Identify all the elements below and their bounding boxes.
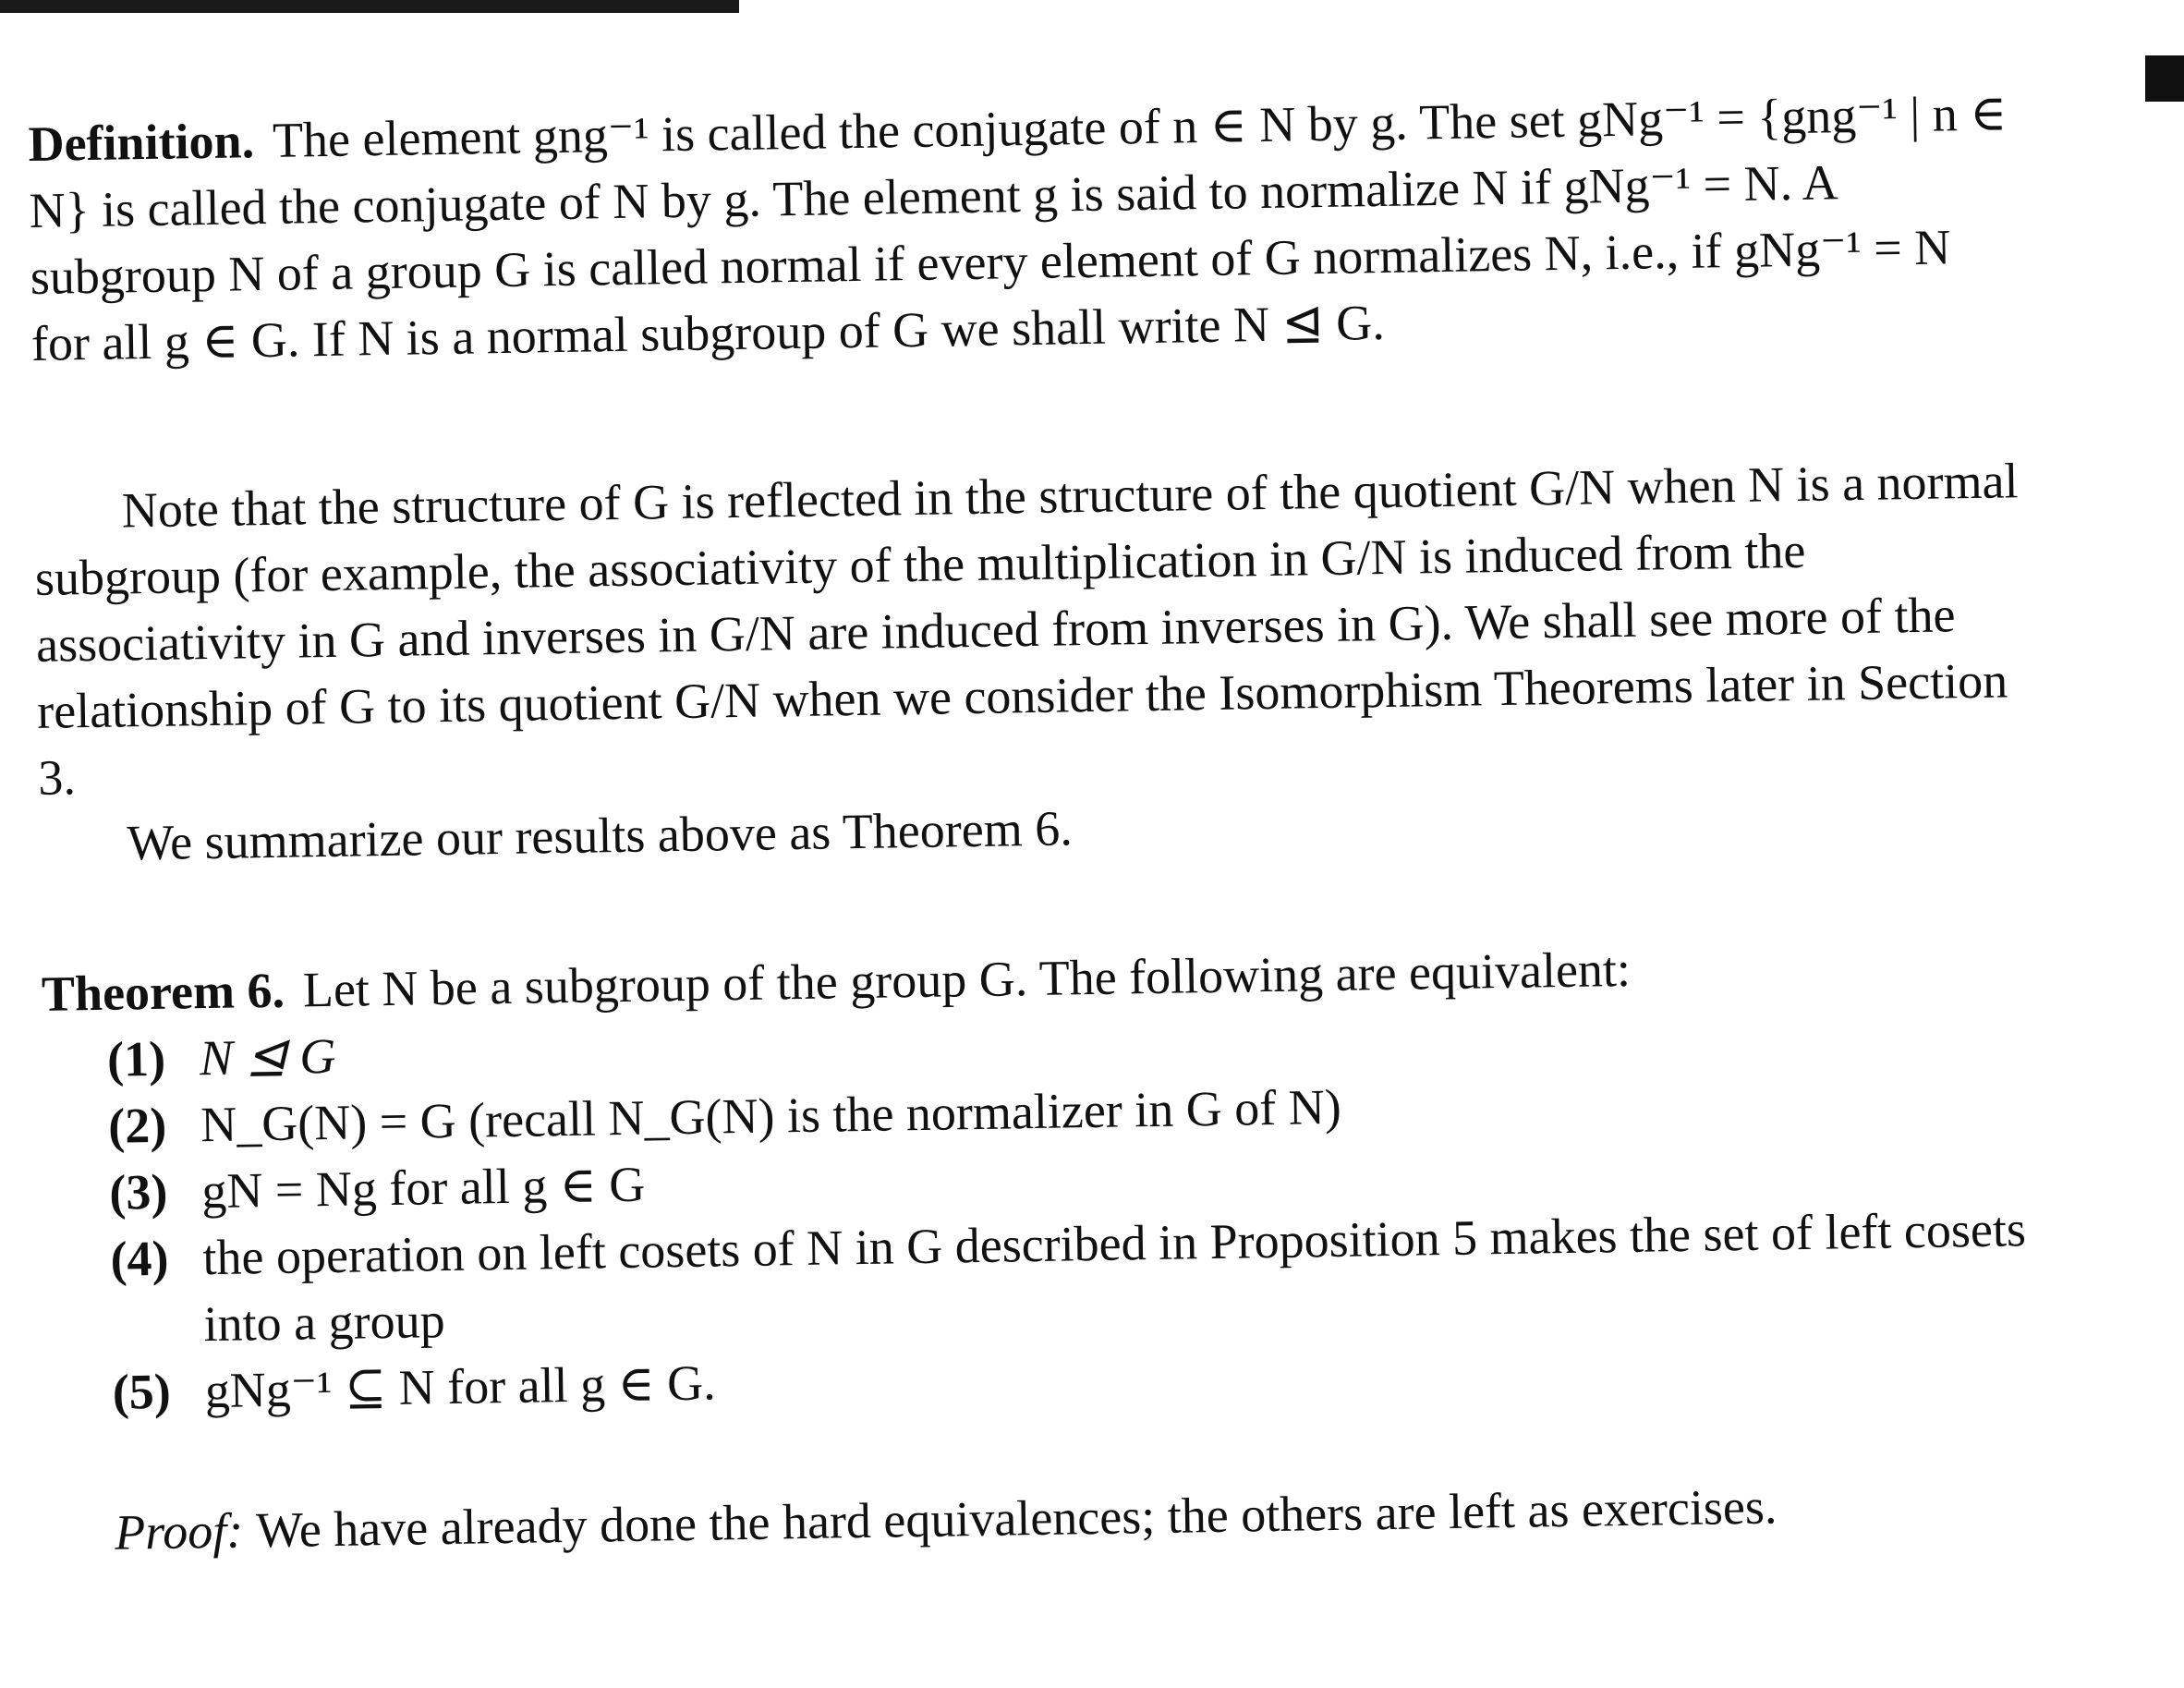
note-text: Note that the structure of G is reflected in the structure of the quotient G/N when N is a normal subgroup (for example, the associativity of the multiplication in G/N is induced from the associativity in G and inverses in G/N are induced from inverses in G). We shall see more of the relationship of G to its quotient G/N when we consider the Isomorphism Theorems later in Section 3.: [34, 453, 2019, 806]
item-text: gNg⁻¹ ⊆ N for all g ∈ G.: [204, 1354, 717, 1419]
book-page: [28, 79, 2036, 1567]
item-number: (5): [112, 1363, 172, 1420]
proof-text: We have already done the hard equivalences; the others are left as exercises.: [255, 1478, 1778, 1559]
item-text: the operation on left cosets of N in G described in Proposition 5 makes the set of left cosets into a group: [202, 1201, 2027, 1353]
item-number: (1): [106, 1030, 166, 1087]
item-number: (4): [110, 1230, 169, 1287]
page-edge-shadow: [0, 0, 739, 13]
item-number: (3): [108, 1163, 168, 1220]
item-text: gN = Ng for all g ∈ G: [200, 1156, 646, 1220]
summary-text: We summarize our results above as Theorem 6.: [126, 800, 1074, 871]
proof-paragraph: [50, 1469, 2037, 1567]
page-edge-mark: [2145, 55, 2184, 102]
definition-paragraph: [28, 79, 2018, 377]
theorem-block: [41, 929, 2034, 1427]
theorem-text: Let N be a subgroup of the group G. The following are equivalent:: [302, 941, 1632, 1018]
item-text: N_G(N) = G (recall N_G(N) is the normalizer in G of N): [200, 1078, 1342, 1153]
theorem-label: Theorem 6.: [41, 962, 285, 1022]
equivalence-list: [42, 996, 2035, 1427]
definition-label: Definition.: [28, 113, 255, 172]
proof-label: Proof:: [114, 1502, 244, 1560]
item-text: N ⊴ G: [199, 1027, 336, 1087]
item-number: (2): [107, 1097, 167, 1154]
note-paragraph: [33, 447, 2024, 811]
definition-text: The element gng⁻¹ is called the conjugate of n ∈ N by g. The set gNg⁻¹ = {gng⁻¹ | n ∈ N} is called the conjugate of N by g. The element g is said to normalize N if gNg⁻¹ = N. A subgroup N of a group G is called normal if every element of G normalizes N, i.e., if gNg⁻¹ = N for all g ∈ G. If N is a normal subgroup of G we shall write N ⊴ G.: [29, 85, 2008, 371]
